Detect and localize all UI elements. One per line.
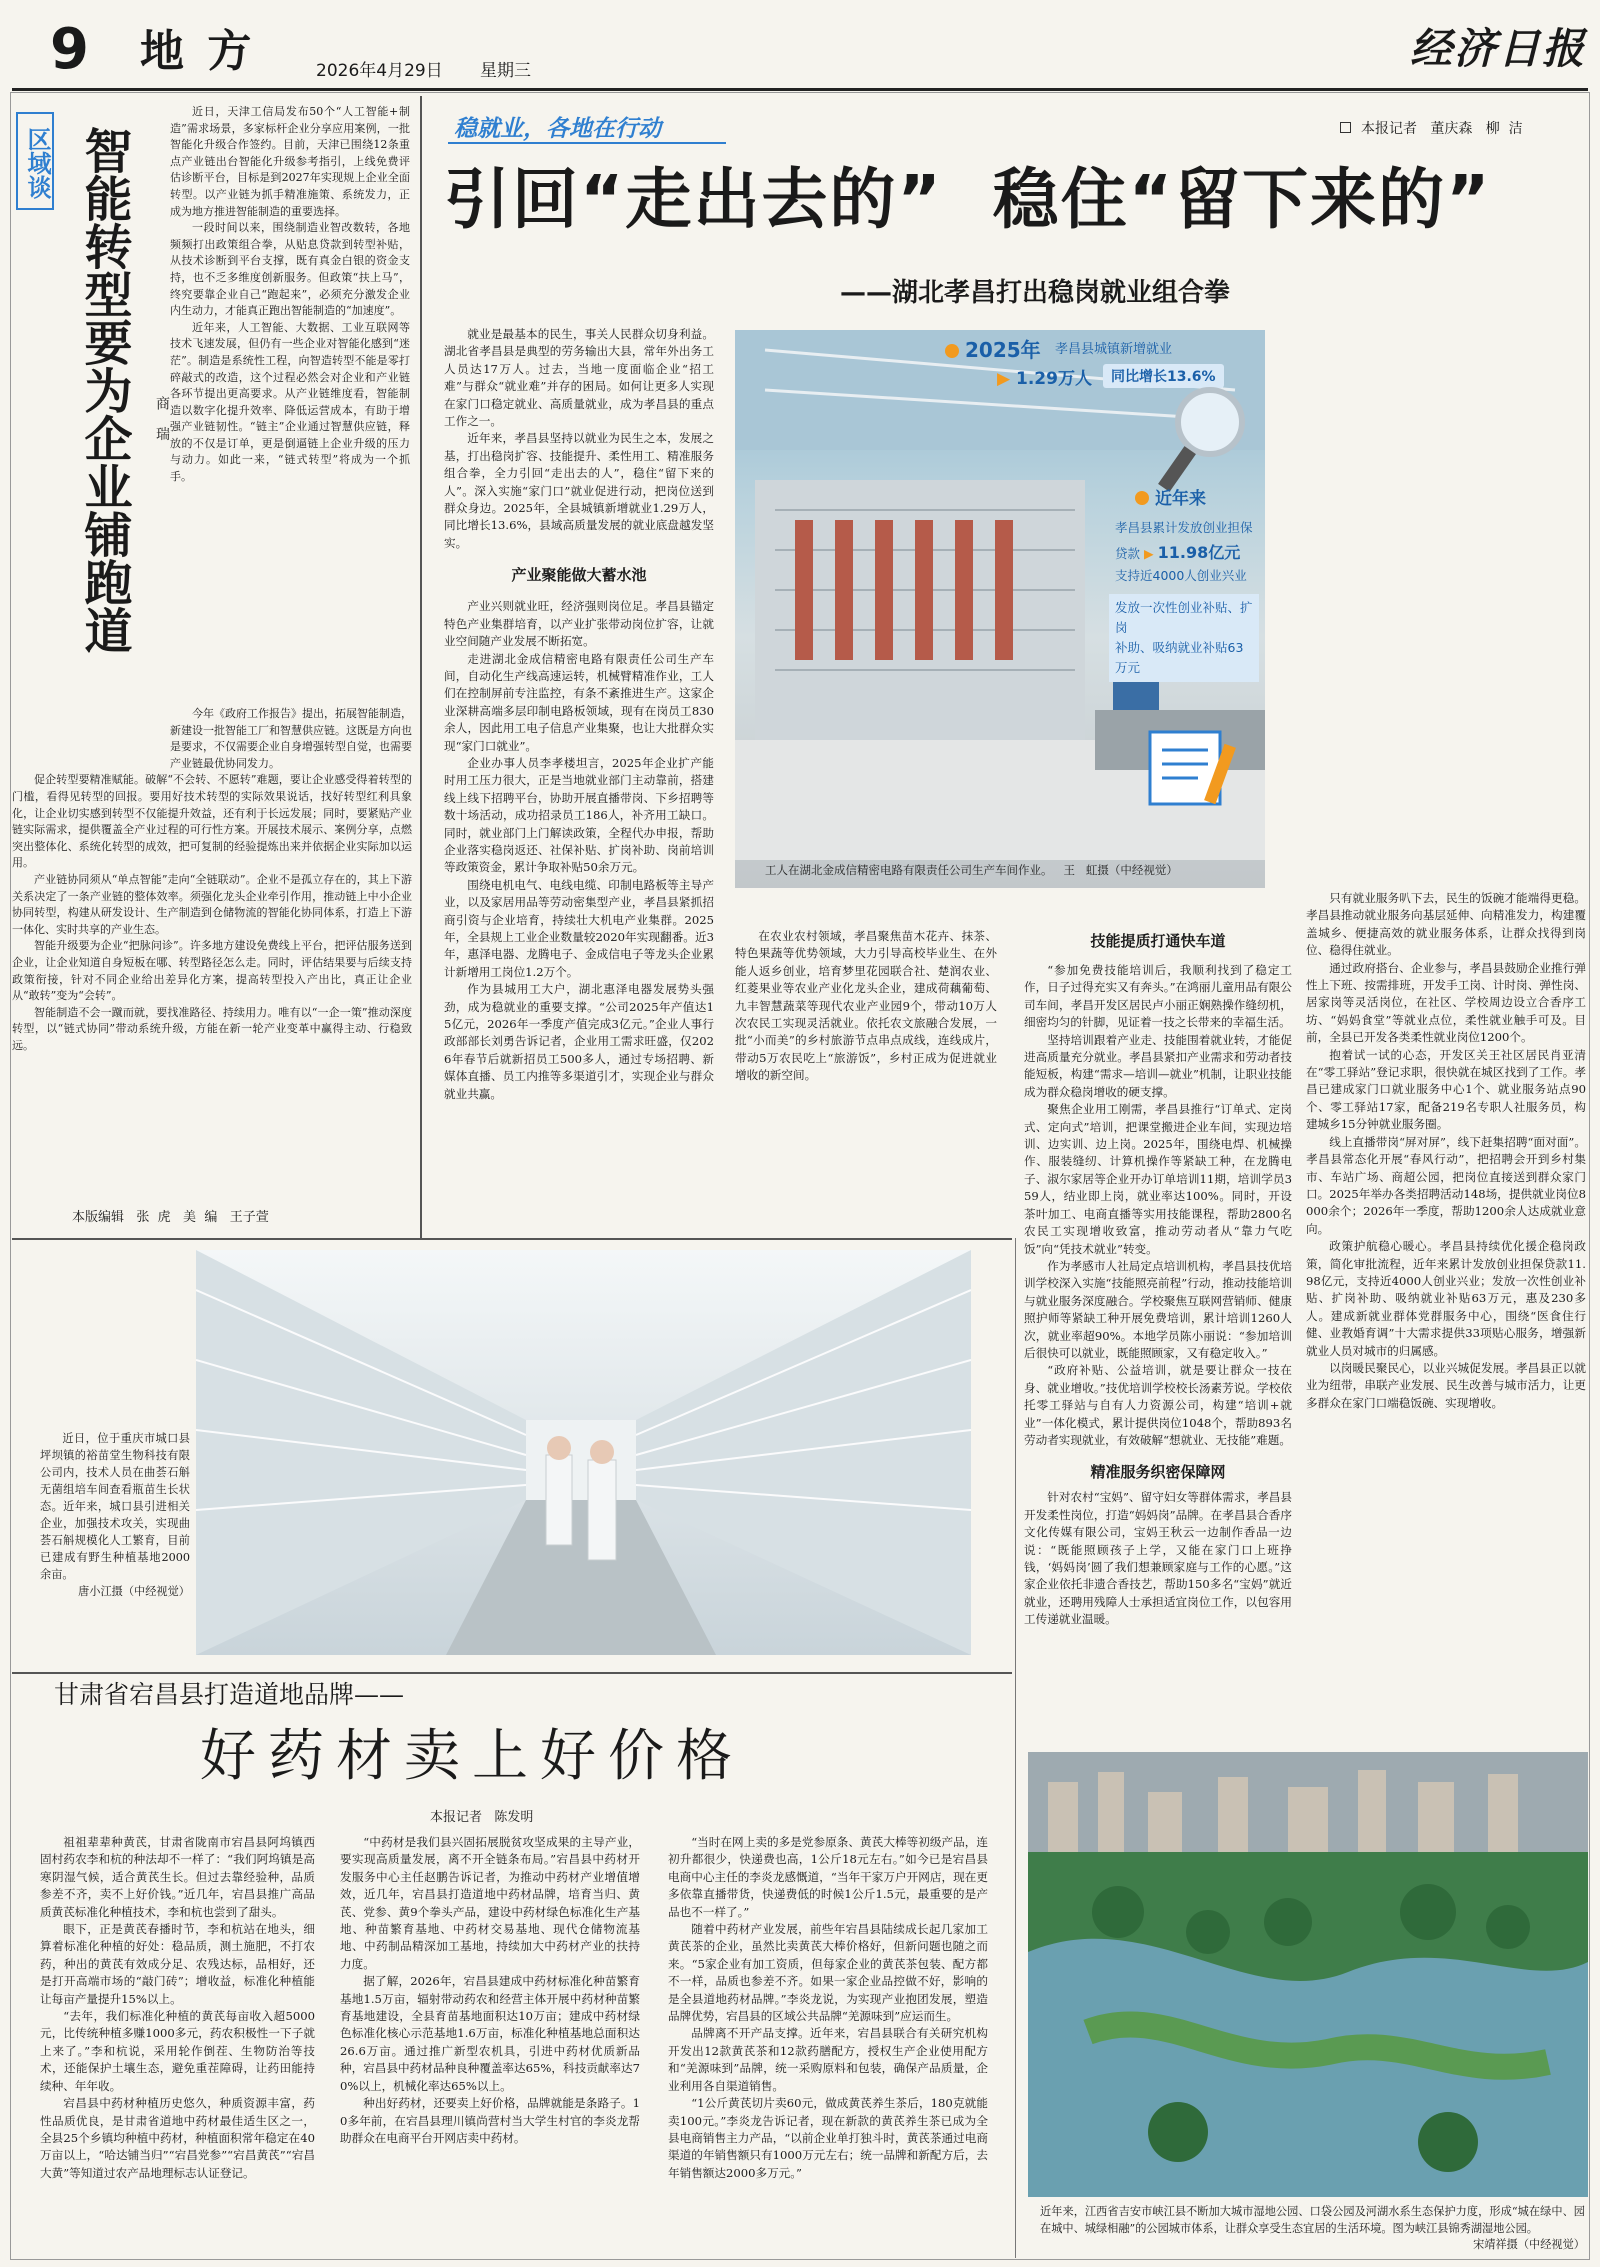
column-author-text: 商 瑞: [154, 396, 170, 447]
infographic-year-text: 2025年: [965, 338, 1041, 362]
column-paragraph: 产业链协同须从“单点智能”走向“全链联动”。企业不是孤立存在的，其上下游关系决定了一条产业链的整体效率。须强化龙头企业牵引作用，推动链上中小企业协同转型，构建从研发设计、生产制造到仓储物流的智能化协同体系，打造上下游一体化、实时共享的产业生态。: [12, 872, 412, 936]
column-paragraph: 一段时间以来，围绕制造业智改数转，各地频频打出政策组合拳，从贴息贷款到转型补贴，从技术诊断到平台支撑，既有真金白银的资金支持，也不乏多维度创新服务。但政策“扶上马”，终究要靠企业自己“跑起来”，必须充分激发企业内生动力，才能真正跑出智能制造的“加速度”。: [170, 221, 410, 318]
lab-photo: [196, 1250, 971, 1655]
herb-byline: 本报记者 陈发明: [430, 1810, 534, 1825]
column-author: [152, 396, 172, 446]
herb-paragraph: 品牌离不开产品支撑。近年来，宕昌县联合有关研究机构开发出12款黄芪茶和12款药膳配方，授权生产企业使用配方和“羌源味到”品牌，统一采购原料和包装，确保产品质量，企业利用各自渠道销售。: [668, 2026, 988, 2093]
kicker-box: [448, 108, 726, 144]
factory-photo-caption: 工人在湖北金成信精密电路有限责任公司生产车间作业。 王 虹摄（中经视觉）: [765, 863, 1178, 877]
story-paragraph: 抱着试一试的心态，开发区关王社区居民肖亚清在“零工驿站”登记求职，很快就在城区找到了工作。孝昌已建成家门口就业服务中心1个、就业服务站点90个、零工驿站17家，配备219名专职人社服务员，构建城乡15分钟就业服务圈。: [1306, 1047, 1586, 1132]
story-paragraph: 作为孝感市人社局定点培训机构，孝昌县技优培训学校深入实施“技能照亮前程”行动，推动技能培训与就业服务深度融合。学校聚焦互联网营销师、健康照护师等紧缺工种开展免费培训，累计培训1260人次，就业率超90%。本地学员陈小丽说：“参加培训后很快可以就业，既能照顾家，又有稳定收入。”: [1024, 1258, 1292, 1360]
infographic-label3: 支持近4000人创业兴业: [1115, 568, 1247, 583]
story-paragraph: 只有就业服务叭下去，民生的饭碗才能端得更稳。孝昌县推动就业服务向基层延伸、向精准发力，构建覆盖城乡、便捷高效的就业服务体系，让群众找得到岗位、稳得住就业。: [1306, 891, 1586, 958]
story-kicker: 稳就业，各地在行动: [454, 116, 661, 142]
column-divider: [420, 96, 422, 1238]
byline-box-icon: [1340, 122, 1351, 133]
lab-caption-credit: 唐小江摄（中经视觉）: [78, 1585, 190, 1598]
herb-paragraph: 祖祖辈辈种黄芪，甘肃省陇南市宕昌县阿坞镇西固村药农李和杭的种法却不一样了：“我们阿坞镇是高寒阴湿气候，适合黄芪生长。但过去靠经验种，品质参差不齐，卖不上好价钱。”近几年，宕昌县推广高品质黄芪标准化种植技术，李和杭也尝到了甜头。: [40, 1835, 315, 1919]
herb-paragraph: “当时在网上卖的多是党参原条、黄芪大棒等初级产品，连初升都很少，快递费也高，1公斤18元左右。”如今已是宕昌县电商中心主任的李炎龙感慨道，“当年干家万户开网店，现在更多依靠直播带货，快递费低的时候1公斤1.5元，最重要的是产品也不一样了。”: [668, 1835, 988, 1919]
park-caption-text: 近年来，江西省吉安市峡江县不断加大城市湿地公园、口袋公园及河湖水系生态保护力度，形成“城在绿中、园在城中、城绿相融”的公园城市体系，让群众享受生态宜居的生活环境。图为峡江县锦秀湖湿地公园。: [1040, 2205, 1585, 2235]
herb-paragraph: “1公斤黄芪切片卖60元，做成黄芪养生茶后，180克就能卖100元。”李炎龙告诉记者，现在新款的黄芪养生茶已成为全县电商销售主力产品，“以前企业单打独斗时，黄芪茶通过电商渠道的年销售额只有1000万元左右；统一品牌和新配方后，去年销售额达2000多万元。”: [668, 2096, 988, 2180]
byline-text: 本报记者 董庆森 柳 洁: [1361, 121, 1523, 137]
park-caption-credit: 宋靖祥摄（中经视觉）: [1473, 2238, 1585, 2251]
park-illustration: [1028, 1752, 1588, 2197]
page-number: 9: [50, 17, 89, 82]
column-body-bottom: [12, 706, 412, 1206]
editors-line: 本版编辑 张 虎 美 编 王子萱: [72, 1210, 269, 1225]
issue-date: 2026年4月29日: [316, 61, 443, 81]
subhead-skills: 技能提质打通快车道: [1090, 932, 1226, 950]
bottom-divider: [1015, 1238, 1016, 2258]
herb-top-rule: [12, 1672, 1012, 1674]
herb-paragraph: 随着中药材产业发展，前些年宕昌县陆续成长起几家加工黄芪茶的企业，虽然比卖黄芪大棒价格好，但新问题也随之而来。“5家企业有加工资质，但每家企业的黄芪茶包装、配方都不一样，品质也参差不齐。如果一家企业品控做不好，影响的是全县道地药材品牌。”李炎龙说，为实现产业抱团发展，塑造品牌优势，宕昌县的区域公共品牌“羌源味到”应运而生。: [668, 1922, 988, 2024]
story-paragraph: 在农业农村领域，孝昌聚焦苗木花卉、抹茶、特色果蔬等优势领域，大力引导高校毕业生、在外能人返乡创业，培育梦里花园联合社、楚润农业、红菱果业等农业产业化龙头企业，建成荷藕葡萄、九丰智慧蔬菜等现代农业产业园9个，带动10万人次农民工实现灵活就业。依托农文旅融合发展，一批“小而美”的乡村旅游节点串点成线，连线成片，带动5万农民吃上“旅游饭”，乡村正成为促进就业增收的新空间。: [735, 929, 997, 1083]
story-paragraph: 坚持培训跟着产业走、技能围着就业转，才能促进高质量充分就业。孝昌县紧扣产业需求和劳动者技能短板，构建“需求—培训—就业”机制，让职业技能成为群众稳岗增收的硬支撑。: [1024, 1032, 1292, 1099]
story-paragraph: 产业兴则就业旺，经济强则岗位足。孝昌县锚定特色产业集群培育，以产业扩张带动岗位扩容，让就业空间随产业发展不断拓宽。: [444, 599, 714, 649]
document-illustration: [1140, 722, 1250, 812]
column-paragraph: 智能制造不会一蹴而就，要找准路径、持续用力。唯有以“一企一策”推动深度转型，以“链式协同”带动系统升级，方能在新一轮产业变革中赢得主动、行稳致远。: [12, 1005, 412, 1052]
column-paragraph: 近年来，人工智能、大数据、工业互联网等技术飞速发展，但仍有一些企业对智能化感到“迷茫”。制造是系统性工程，向智造转型不能是零打碎敲式的改造，这个过程必然会对企业和产业链各环节提出更高要求。从产业链维度看，智能制造以数字化提升效率、降低运营成本，有助于增强产业链韧性。“链主”企业通过智慧供应链，释放的不仅是订单，更是倒逼链上企业升级的压力与动力。如此一来，“链式转型”将成为一个抓手。: [170, 320, 410, 484]
arrow-icon: ▶: [997, 369, 1011, 389]
infographic-year: [945, 334, 1041, 363]
issue-weekday: 星期三: [480, 61, 531, 81]
column-title-text: 智能转型要为企业铺跑道: [76, 126, 132, 654]
infographic-value2: [1115, 540, 1240, 563]
story-paragraph: 政策护航稳心暖心。孝昌县持续优化援企稳岗政策，简化审批流程，近年来累计发放创业担保贷款11.98亿元，支持近4000人创业兴业；发放一次性创业补贴、扩岗补助、吸纳就业补贴63万元，惠及230多人。建成新就业群体党群服务中心，围绕“医食住行健、业教婚育调”十大需求提供33项贴心服务，增强新就业人员对城市的归属感。: [1306, 1239, 1586, 1358]
infographic-period: [1135, 484, 1206, 509]
herb-paragraph: 据了解，2026年，宕昌县建成中药材标准化种苗繁育基地1.5万亩，辐射带动药农和经营主体开展中药材种苗繁育基地建设，全县育苗基地面积达10万亩；建成中药材绿色标准化核心示范基地1.6万亩，标准化种植基地总面积达26.6万亩。通过推广新型农机具，引进中药材优质新品种，宕昌县中药材品种良种覆盖率达65%，科技贡献率达70%以上，机械化率达65%以上。: [340, 1974, 640, 2093]
infographic-growth: 同比增长13.6%: [1103, 364, 1224, 388]
herb-paragraph: “去年，我们标准化种植的黄芪每亩收入超5000元，比传统种植多赚1000多元，药农积极性一下子就上来了。”李和杭说，采用轮作倒茬、生物防治等技术，还能保护土壤生态，避免重茬障碍，让药田能持续种、年年收。: [40, 2009, 315, 2093]
herb-col-2: [340, 1834, 640, 2256]
infographic-period-text: 近年来: [1155, 489, 1206, 509]
story-col-4: [1306, 890, 1586, 1732]
column-paragraph: 智能升级要为企业“把脉问诊”。许多地方建设免费线上平台，把评估服务送到企业，让企业知道自身短板在哪、转型路径怎么走。同时，评估结果要与后续支持政策衔接，针对不同企业给出差异化方案，提高转型投入产出比，真正让企业从“敢转”变为“会转”。: [12, 939, 412, 1003]
dot-icon: [945, 344, 959, 358]
story-paragraph: “参加免费技能培训后，我顺利找到了稳定工作，日子过得充实又有奔头。”在鸿丽儿童用品有限公司车间，孝昌开发区居民卢小丽正娴熟操作缝纫机，细密均匀的针脚，见证着一技之长带来的幸福生活。: [1024, 963, 1292, 1030]
herb-paragraph: 宕昌县中药材种植历史悠久，种质资源丰富，药性品质优良，是甘肃省道地中药材最佳适生区之一，全县25个乡镇均种植中药材，种植面积常年稳定在40万亩以上，“哈达铺当归”“宕昌党参”“宕昌黄芪”“宕昌大黄”等知道过农产品地理标志认证登记。: [40, 2096, 315, 2180]
paper-logo: 经济日报: [1410, 24, 1587, 73]
infographic-label1: 孝昌县城镇新增就业: [1055, 342, 1173, 357]
herb-headline: 好药材卖上好价格: [200, 1724, 744, 1789]
masthead-rule: [12, 88, 1588, 91]
column-box: [12, 96, 416, 1238]
infographic-value2-text: 11.98亿元: [1157, 543, 1241, 562]
masthead: [0, 0, 1600, 86]
lab-illustration: [196, 1250, 971, 1655]
column-paragraph: 促企转型要精准赋能。破解“不会转、不愿转”难题，要让企业感受得着转型的门槛，看得见转型的回报。要用好技术转型的实际效果说话，找好转型红利具象化，让企业切实感到转型不仅能提升效益，还有利于长远发展；同时，要紧贴产业链实际需求，提供覆盖全产业过程的可行性方案。开展技术展示、案例分享，点燃突出整体化、系统化转型的成效，把可复制的经验提炼出来并依据企业实际加以运用。: [12, 773, 412, 870]
infographic-label2a: 孝昌县累计发放创业担保: [1115, 520, 1253, 535]
section-rule: [12, 1238, 1012, 1240]
column-body-top: [170, 104, 410, 804]
main-subheadline: ——湖北孝昌打出稳岗就业组合拳: [840, 278, 1231, 308]
story-col-2: [735, 928, 997, 1231]
herb-kicker: 甘肃省宕昌县打造道地品牌——: [54, 1680, 405, 1709]
infographic-label4b: 补助、吸纳就业补贴63万元: [1115, 640, 1244, 675]
herb-paragraph: 种出好药材，还要卖上好价格，品牌就能是条路子。10多年前，在宕昌县理川镇尚营村当大学生村官的李炎龙帮助群众在电商平台开网店卖中药材。: [340, 2096, 640, 2145]
herb-col-3: [668, 1834, 988, 2256]
story-paragraph: 走进湖北金成信精密电路有限责任公司生产车间，自动化生产线高速运转，机械臂精准作业，工人们在控制屏前专注监控，有条不紊推进生产。这家企业深耕高端多层印制电路板领域，现有在岗员工830余人，因此用工电子信息产业集聚，也让大批群众实现“家门口就业”。: [444, 651, 714, 753]
infographic-value1: [997, 364, 1092, 389]
column-title: [72, 126, 132, 654]
main-headline: 引回“走出去的” 稳住“留下来的”: [444, 161, 1492, 238]
story-byline: [1340, 118, 1523, 138]
column-paragraph: 今年《政府工作报告》提出，拓展智能制造，新建设一批智能工厂和智慧供应链。这既是方向也是要求，不仅需要企业自身增强转型自觉，也需要产业链最优协同发力。: [170, 707, 412, 770]
story-paragraph: 以岗暖民聚民心，以业兴城促发展。孝昌县正以就业为纽带，串联产业发展、民生改善与城市活力，让更多群众在家门口端稳饭碗、实现增收。: [1306, 1360, 1586, 1410]
park-photo-caption: [1040, 2204, 1585, 2254]
section-name: 地 方: [140, 26, 256, 77]
story-paragraph: 就业是最基本的民生，事关人民群众切身利益。湖北省孝昌县是典型的劳务输出大县，常年外出务工人员达17万人。过去，当地一度面临企业“招工难”与群众“就业难”并存的困局。如何让更多人实现在家门口稳定就业、高质量就业，成为孝昌县的重点工作之一。: [444, 327, 714, 429]
herb-col-1: [40, 1834, 315, 2256]
column-tag: [16, 112, 54, 210]
story-col-1: [444, 326, 714, 1221]
story-paragraph: 围绕电机电气、电线电缆、印制电路板等主导产业，以及家居用品等劳动密集型产业，孝昌县紧抓招商引资与企业培育，持续壮大机电产业集群。2025年，全县规上工业企业数量较2020年实现翻番。近3年，惠泽电器、龙腾电子、金成信电子等龙头企业累计新增用工岗位1.2万个。: [444, 877, 714, 979]
story-paragraph: 通过政府搭台、企业参与，孝昌县鼓励企业推行弹性上下班、按需排班，开发手工岗、计时岗、弹性岗、居家岗等灵活岗位，在社区、学校周边设立合香序工坊、“妈妈食堂”等就业点位，柔性就业触手可及。目前，全县已开发各类柔性就业岗位1200个。: [1306, 960, 1586, 1045]
herb-paragraph: 眼下，正是黄芪春播时节，李和杭站在地头，细算着标准化种植的好处：稳品质，测土施肥，不打农药，种出的黄芪有效成分足、农残达标，品相好，还是打开高端市场的“敲门砖”；增收益，标准化种植能让每亩产量提升15%以上。: [40, 1922, 315, 2006]
column-tag-text: 区域谈: [23, 126, 52, 199]
story-paragraph: 企业办事人员李孝楼坦言，2025年企业扩产能时用工压力很大，正是当地就业部门主动靠前，搭建线上线下招聘平台，协助开展直播带岗、下乡招聘等数十场活动，成功招录员工186人，补齐用工缺口。同时，就业部门上门解读政策，全程代办申报，帮助企业落实稳岗返还、社保补贴、扩岗补助、岗前培训等政策资金，累计争取补贴50余万元。: [444, 755, 714, 875]
dot-icon: [1135, 491, 1149, 505]
infographic-label2b: 贷款: [1115, 546, 1141, 561]
lab-photo-caption: [40, 1430, 190, 1650]
subhead-service: 精准服务织密保障网: [1090, 1463, 1226, 1482]
story-paragraph: 聚焦企业用工刚需，孝昌县推行“订单式、定岗式、定向式”培训，把课堂搬进企业车间，实现边培训、边实训、边上岗。2025年，围绕电焊、机械操作、服装缝纫、计算机操作等紧缺工种，在龙腾电子、淑尔家居等企业开办订单培训11期，培训学员359人，结业即上岗，就业率达100%。同时，开设茶叶加工、电商直播等实用技能课程，帮助2800名农民工实现增收致富，推动劳动者从“靠力气吃饭”向“凭技术就业”转变。: [1024, 1102, 1292, 1256]
infographic-value1-text: 1.29万人: [1016, 369, 1092, 389]
infographic-label4a: 发放一次性创业补贴、扩岗: [1115, 600, 1253, 635]
story-col-3: [1024, 928, 1292, 1740]
story-paragraph: 近年来，孝昌县坚持以就业为民生之本，发展之基，打出稳岗扩容、技能提升、柔性用工、精准服务组合拳，全力引回“走出去的人”，稳住“留下来的人”。深入实施“家门口”就业促进行动，把岗位送到群众身边。2025年，全县城镇新增就业1.29万人，同比增长13.6%，县域高质量发展的就业底盘越发坚实。: [444, 431, 714, 550]
story-paragraph: 线上直播带岗“屏对屏”，线下赶集招聘“面对面”。孝昌县常态化开展“春风行动”，把招聘会开到乡村集市、车站广场、商超公园，把岗位直接送到群众家门口。2025年举办各类招聘活动148场，提供就业岗位8000余个；2026年一季度，帮助1200余人达成就业意向。: [1306, 1134, 1586, 1236]
park-photo: [1028, 1752, 1588, 2197]
lab-caption-text: 近日，位于重庆市城口县坪坝镇的裕苗堂生物科技有限公司内，技术人员在曲荟石斛无菌组培车间查看瓶苗生长状态。近年来，城口县引进相关企业，加强技术攻关，实现曲荟石斛规模化人工繁育，目前已建成有野生种植基地2000余亩。: [40, 1432, 190, 1581]
herb-paragraph: “中药材是我们县兴固拓展脱贫攻坚成果的主导产业，要实现高质量发展，离不开全链条布局。”宕昌县中药材开发服务中心主任赵鹏告诉记者，为推动中药材产业增值增效，近几年，宕昌县打造道地中药材品牌，培育当归、黄芪、党参、黄9个拳头产品，建设中药材绿色标准化生产基地、种苗繁育基地、中药材交易基地、现代仓储物流基地、中药制品精深加工基地，持续加大中药材产业的扶持力度。: [340, 1835, 640, 1971]
story-paragraph: “政府补贴、公益培训，就是要让群众一技在身、就业增收。”技优培训学校校长汤素芳说。学校依托零工驿站与自有人力资源公司，构建“培训+就业”一体化模式，累计提供岗位1048个，帮助893名劳动者实现就业，有效破解“想就业、无技能”难题。: [1024, 1363, 1292, 1447]
arrow-icon: ▶: [1144, 546, 1154, 561]
story-paragraph: 作为县城用工大户，湖北惠泽电器发展势头强劲，成为稳就业的重要支撑。“公司2025年产值达15亿元，2026年一季度产值完成3亿元。”企业人事行政部部长刘勇告诉记者，企业用工需求旺盛，仅2026年春节后就新招员工500多人，通过专场招聘、新媒体直播、员工内推等多渠道引才，实现企业与群众就业共赢。: [444, 982, 714, 1101]
infographic-label4: [1109, 594, 1259, 682]
column-paragraph: 近日，天津工信局发布50个“人工智能+制造”需求场景，多家标杆企业分享应用案例，一批智能化升级合作签约。目前，天津已围绕12条重点产业链出台智能化升级参考指引，上线免费评估诊断平台，目标是到2027年实现规上企业全面转型。以产业链为抓手精准施策、系统发力，正成为地方推进智能制造的重要选择。: [170, 105, 410, 218]
subhead-industry: 产业聚能做大蓄水池: [511, 566, 647, 585]
factory-photo: [735, 330, 1265, 888]
story-paragraph: 针对农村“宝妈”、留守妇女等群体需求，孝昌县开发柔性岗位，打造“妈妈岗”品牌。在孝昌县合香序文化传媒有限公司，宝妈王秋云一边制作香品一边说：“既能照顾孩子上学，又能在家门口上班挣钱，‘妈妈岗’圆了我们想兼顾家庭与工作的心愿。”这家企业依托非遗合香技艺，帮助150多名“宝妈”就近就业，还聘用残障人士承担适宜岗位工作，以包容用工传递就业温暖。: [1024, 1490, 1292, 1627]
